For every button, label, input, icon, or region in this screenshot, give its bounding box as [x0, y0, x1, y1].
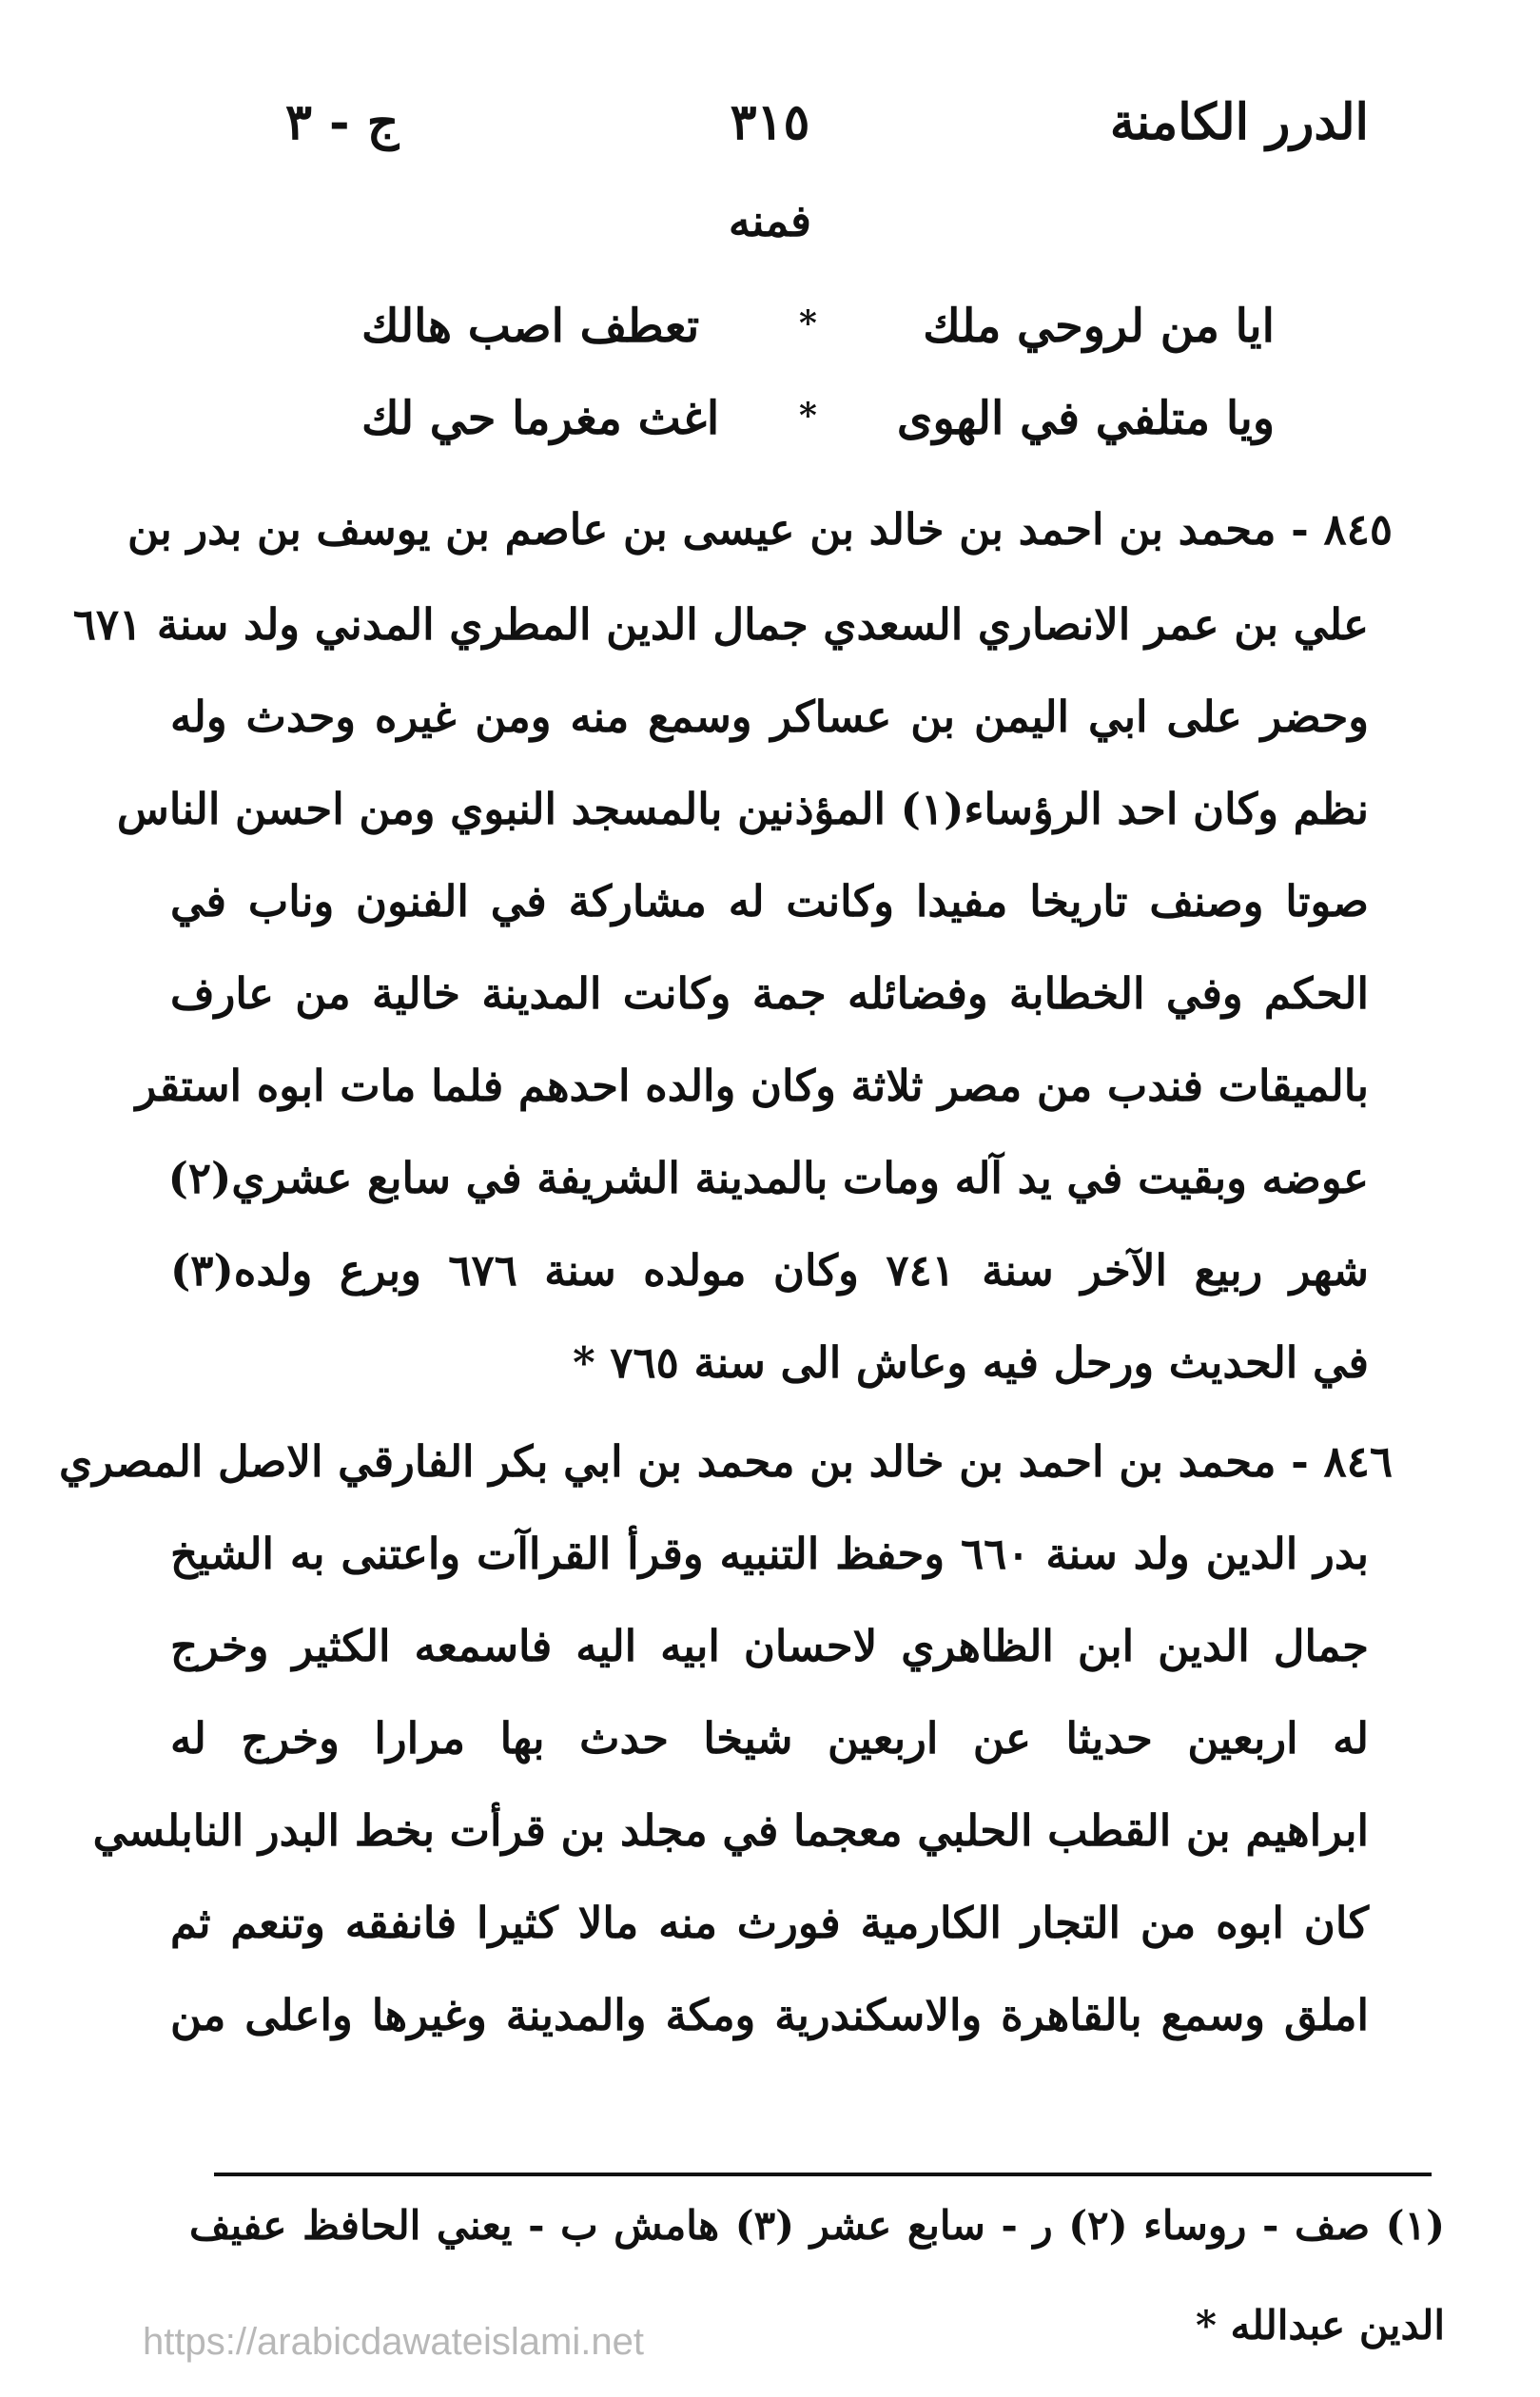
body-text-line: علي بن عمر الانصاري السعدي جمال الدين المطري المدني ولد سنة ٦٧١: [72, 599, 1369, 650]
footnote-line: (١) صف - روساء (٢) ر - سابع عشر (٣) هامش ب - يعني الحافظ عفيف: [189, 2202, 1445, 2249]
section-subheading: فمنه: [728, 195, 812, 246]
footnote-line: الدين عبدالله *: [1195, 2302, 1445, 2348]
verse-hemistich-first: ايا من لروحي ملك: [923, 300, 1275, 353]
watermark-url: https://arabicdawateislami.net: [143, 2321, 644, 2363]
volume-label: ج - ٣: [285, 93, 400, 151]
body-text-line: املق وسمع بالقاهرة والاسكندرية ومكة والمدينة وغيرها واعلى من: [170, 1990, 1369, 2040]
verse-hemistich-second: اغث مغرما حي لك: [361, 392, 720, 445]
body-text-line: بالميقات فندب من مصر ثلاثة وكان والده احدهم فلما مات ابوه استقر: [135, 1061, 1369, 1111]
body-text-line: ٨٤٦ - محمد بن احمد بن خالد بن محمد بن ابي بكر الفارقي الاصل المصري: [59, 1436, 1393, 1487]
body-text-line: شهر ربيع الآخر سنة ٧٤١ وكان مولده سنة ٦٧٦ وبرع ولده(٣): [170, 1245, 1370, 1296]
verse-line: [361, 392, 1275, 458]
page-number: ٣١٥: [730, 93, 810, 151]
verse-line: [361, 300, 1275, 366]
body-text-line: له اربعين حديثا عن اربعين شيخا حدث بها مرارا وخرج له: [170, 1713, 1369, 1764]
verse-hemistich-first: ويا متلفي في الهوى: [896, 392, 1275, 445]
verse-separator: *: [799, 303, 817, 343]
body-text-line: في الحديث ورحل فيه وعاش الى سنة ٧٦٥ *: [573, 1337, 1369, 1388]
footnote-divider: [214, 2173, 1432, 2176]
body-text-line: عوضه وبقيت في يد آله ومات بالمدينة الشريفة في سابع عشري(٢): [167, 1153, 1369, 1203]
body-text-line: وحضر على ابي اليمن بن عساكر وسمع منه ومن غيره وحدث وله: [170, 692, 1369, 742]
body-text-line: ابراهيم بن القطب الحلبي معجما في مجلد بن قرأت بخط البدر النابلسي: [92, 1805, 1369, 1856]
verse-separator: *: [799, 396, 817, 436]
body-text-line: كان ابوه من التجار الكارمية فورث منه مالا كثيرا فانفقه وتنعم ثم: [170, 1898, 1369, 1948]
body-text-line: جمال الدين ابن الظاهري لاحسان ابيه اليه فاسمعه الكثير وخرج: [170, 1621, 1369, 1671]
verse-hemistich-second: تعطف اصب هالك: [361, 300, 700, 353]
body-text-line: الحكم وفي الخطابة وفضائله جمة وكانت المدينة خالية من عارف: [170, 968, 1369, 1019]
body-text-line: ٨٤٥ - محمد بن احمد بن خالد بن عيسى بن عاصم بن يوسف بن بدر بن: [127, 504, 1393, 555]
body-text-line: نظم وكان احد الرؤساء(١) المؤذنين بالمسجد النبوي ومن احسن الناس: [116, 784, 1369, 834]
running-title: الدرر الكامنة: [1109, 93, 1369, 151]
body-text-line: بدر الدين ولد سنة ٦٦٠ وحفظ التنبيه وقرأ القراآت واعتنى به الشيخ: [170, 1529, 1369, 1579]
body-text-line: صوتا وصنف تاريخا مفيدا وكانت له مشاركة في الفنون وناب في: [170, 876, 1369, 926]
